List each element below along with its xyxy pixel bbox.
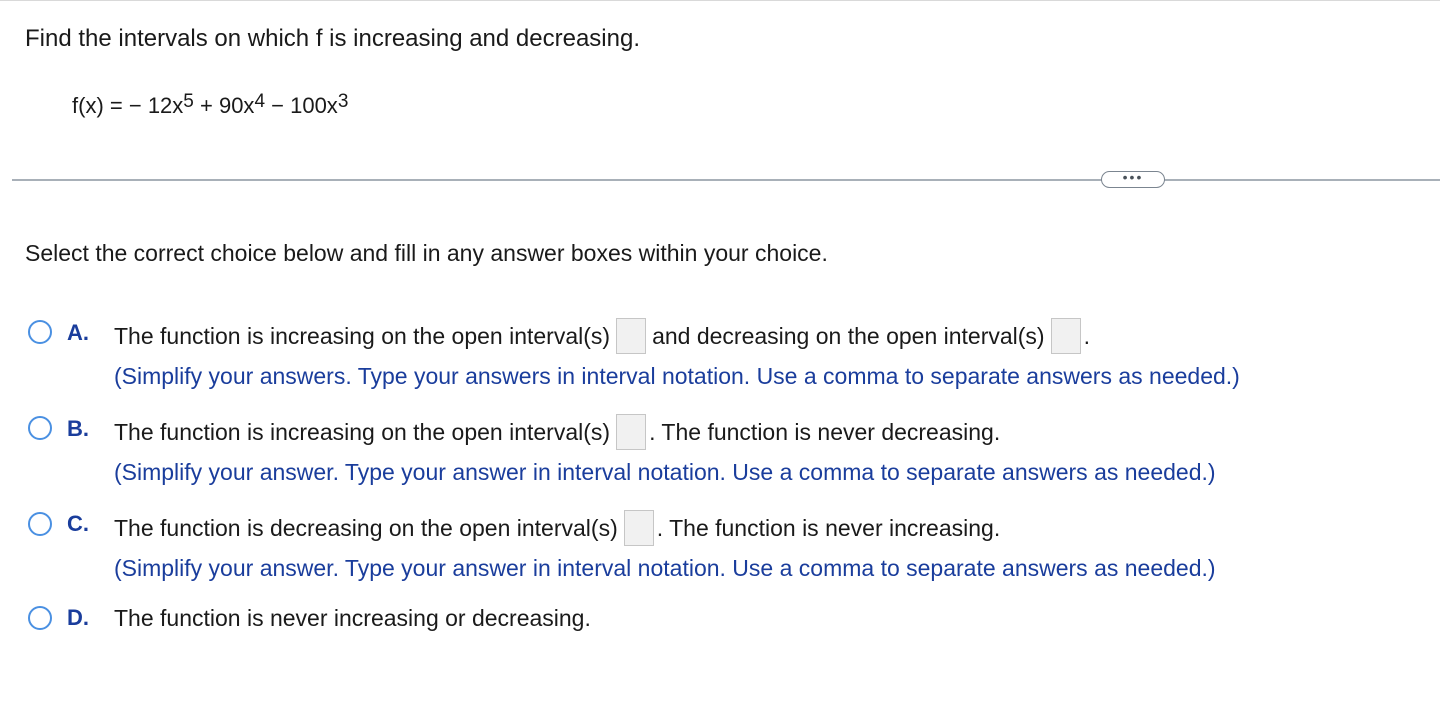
choice-c-answer-box[interactable] bbox=[624, 510, 654, 546]
choice-b-statement bbox=[114, 414, 1000, 450]
ellipsis-icon: ••• bbox=[1122, 168, 1144, 185]
choice-b-text-2: . The function is never decreasing. bbox=[649, 419, 1001, 445]
choice-d-statement bbox=[114, 603, 591, 633]
choice-b-hint: (Simplify your answer. Type your answer in interval notation. Use a comma to separate answers as needed.) bbox=[114, 459, 1216, 485]
equation-term-2: 90x bbox=[218, 93, 255, 118]
choice-a-hint: (Simplify your answers. Type your answers in interval notation. Use a comma to separate answers as needed.) bbox=[114, 363, 1240, 389]
top-border bbox=[0, 0, 1440, 1]
more-options-button[interactable] bbox=[1101, 168, 1165, 188]
choice-c-hint: (Simplify your answer. Type your answer in interval notation. Use a comma to separate answers as needed.) bbox=[114, 555, 1216, 581]
question-text: Find the intervals on which f is increasing and decreasing. bbox=[25, 25, 640, 52]
choice-a-letter: A. bbox=[67, 320, 89, 345]
choice-b-radio[interactable] bbox=[28, 416, 52, 440]
choice-b-text-1: The function is increasing on the open interval(s) bbox=[114, 419, 611, 445]
choice-c-radio[interactable] bbox=[28, 512, 52, 536]
choice-a-increasing-answer-box[interactable] bbox=[616, 318, 646, 354]
choice-c-text-2: . The function is never increasing. bbox=[656, 515, 1001, 541]
equation-exponent-2: 4 bbox=[254, 91, 266, 112]
choice-d-radio[interactable] bbox=[28, 606, 52, 630]
section-divider bbox=[12, 179, 1440, 181]
choice-d-letter: D. bbox=[67, 605, 89, 630]
equation-exponent-1: 5 bbox=[183, 91, 194, 112]
equation-sign-2: + bbox=[193, 93, 219, 118]
choice-d-text-1: The function is never increasing or decreasing. bbox=[114, 605, 591, 631]
equation-term-3: 100x bbox=[290, 93, 338, 118]
choice-c-text-1: The function is decreasing on the open interval(s) bbox=[114, 515, 618, 541]
equation-sign-3: − bbox=[265, 93, 291, 118]
equation-sign-1: − bbox=[128, 93, 148, 118]
choice-a-text-2: and decreasing on the open interval(s) bbox=[652, 323, 1045, 349]
choice-b-letter: B. bbox=[67, 416, 89, 441]
equation bbox=[72, 92, 348, 120]
choice-a-statement bbox=[114, 318, 1090, 354]
choice-a-decreasing-answer-box[interactable] bbox=[1051, 318, 1081, 354]
equation-exponent-3: 3 bbox=[337, 91, 349, 112]
instruction-text: Select the correct choice below and fill in any answer boxes within your choice. bbox=[25, 240, 828, 266]
choice-a-text-1: The function is increasing on the open interval(s) bbox=[114, 323, 611, 349]
choice-c-statement bbox=[114, 510, 1000, 546]
choice-a-text-3: . bbox=[1083, 323, 1090, 349]
choice-b-answer-box[interactable] bbox=[616, 414, 646, 450]
equation-lhs: f(x) = bbox=[72, 93, 129, 118]
equation-term-1: 12x bbox=[147, 93, 184, 118]
choice-a-radio[interactable] bbox=[28, 320, 52, 344]
choice-c-letter: C. bbox=[67, 511, 89, 536]
